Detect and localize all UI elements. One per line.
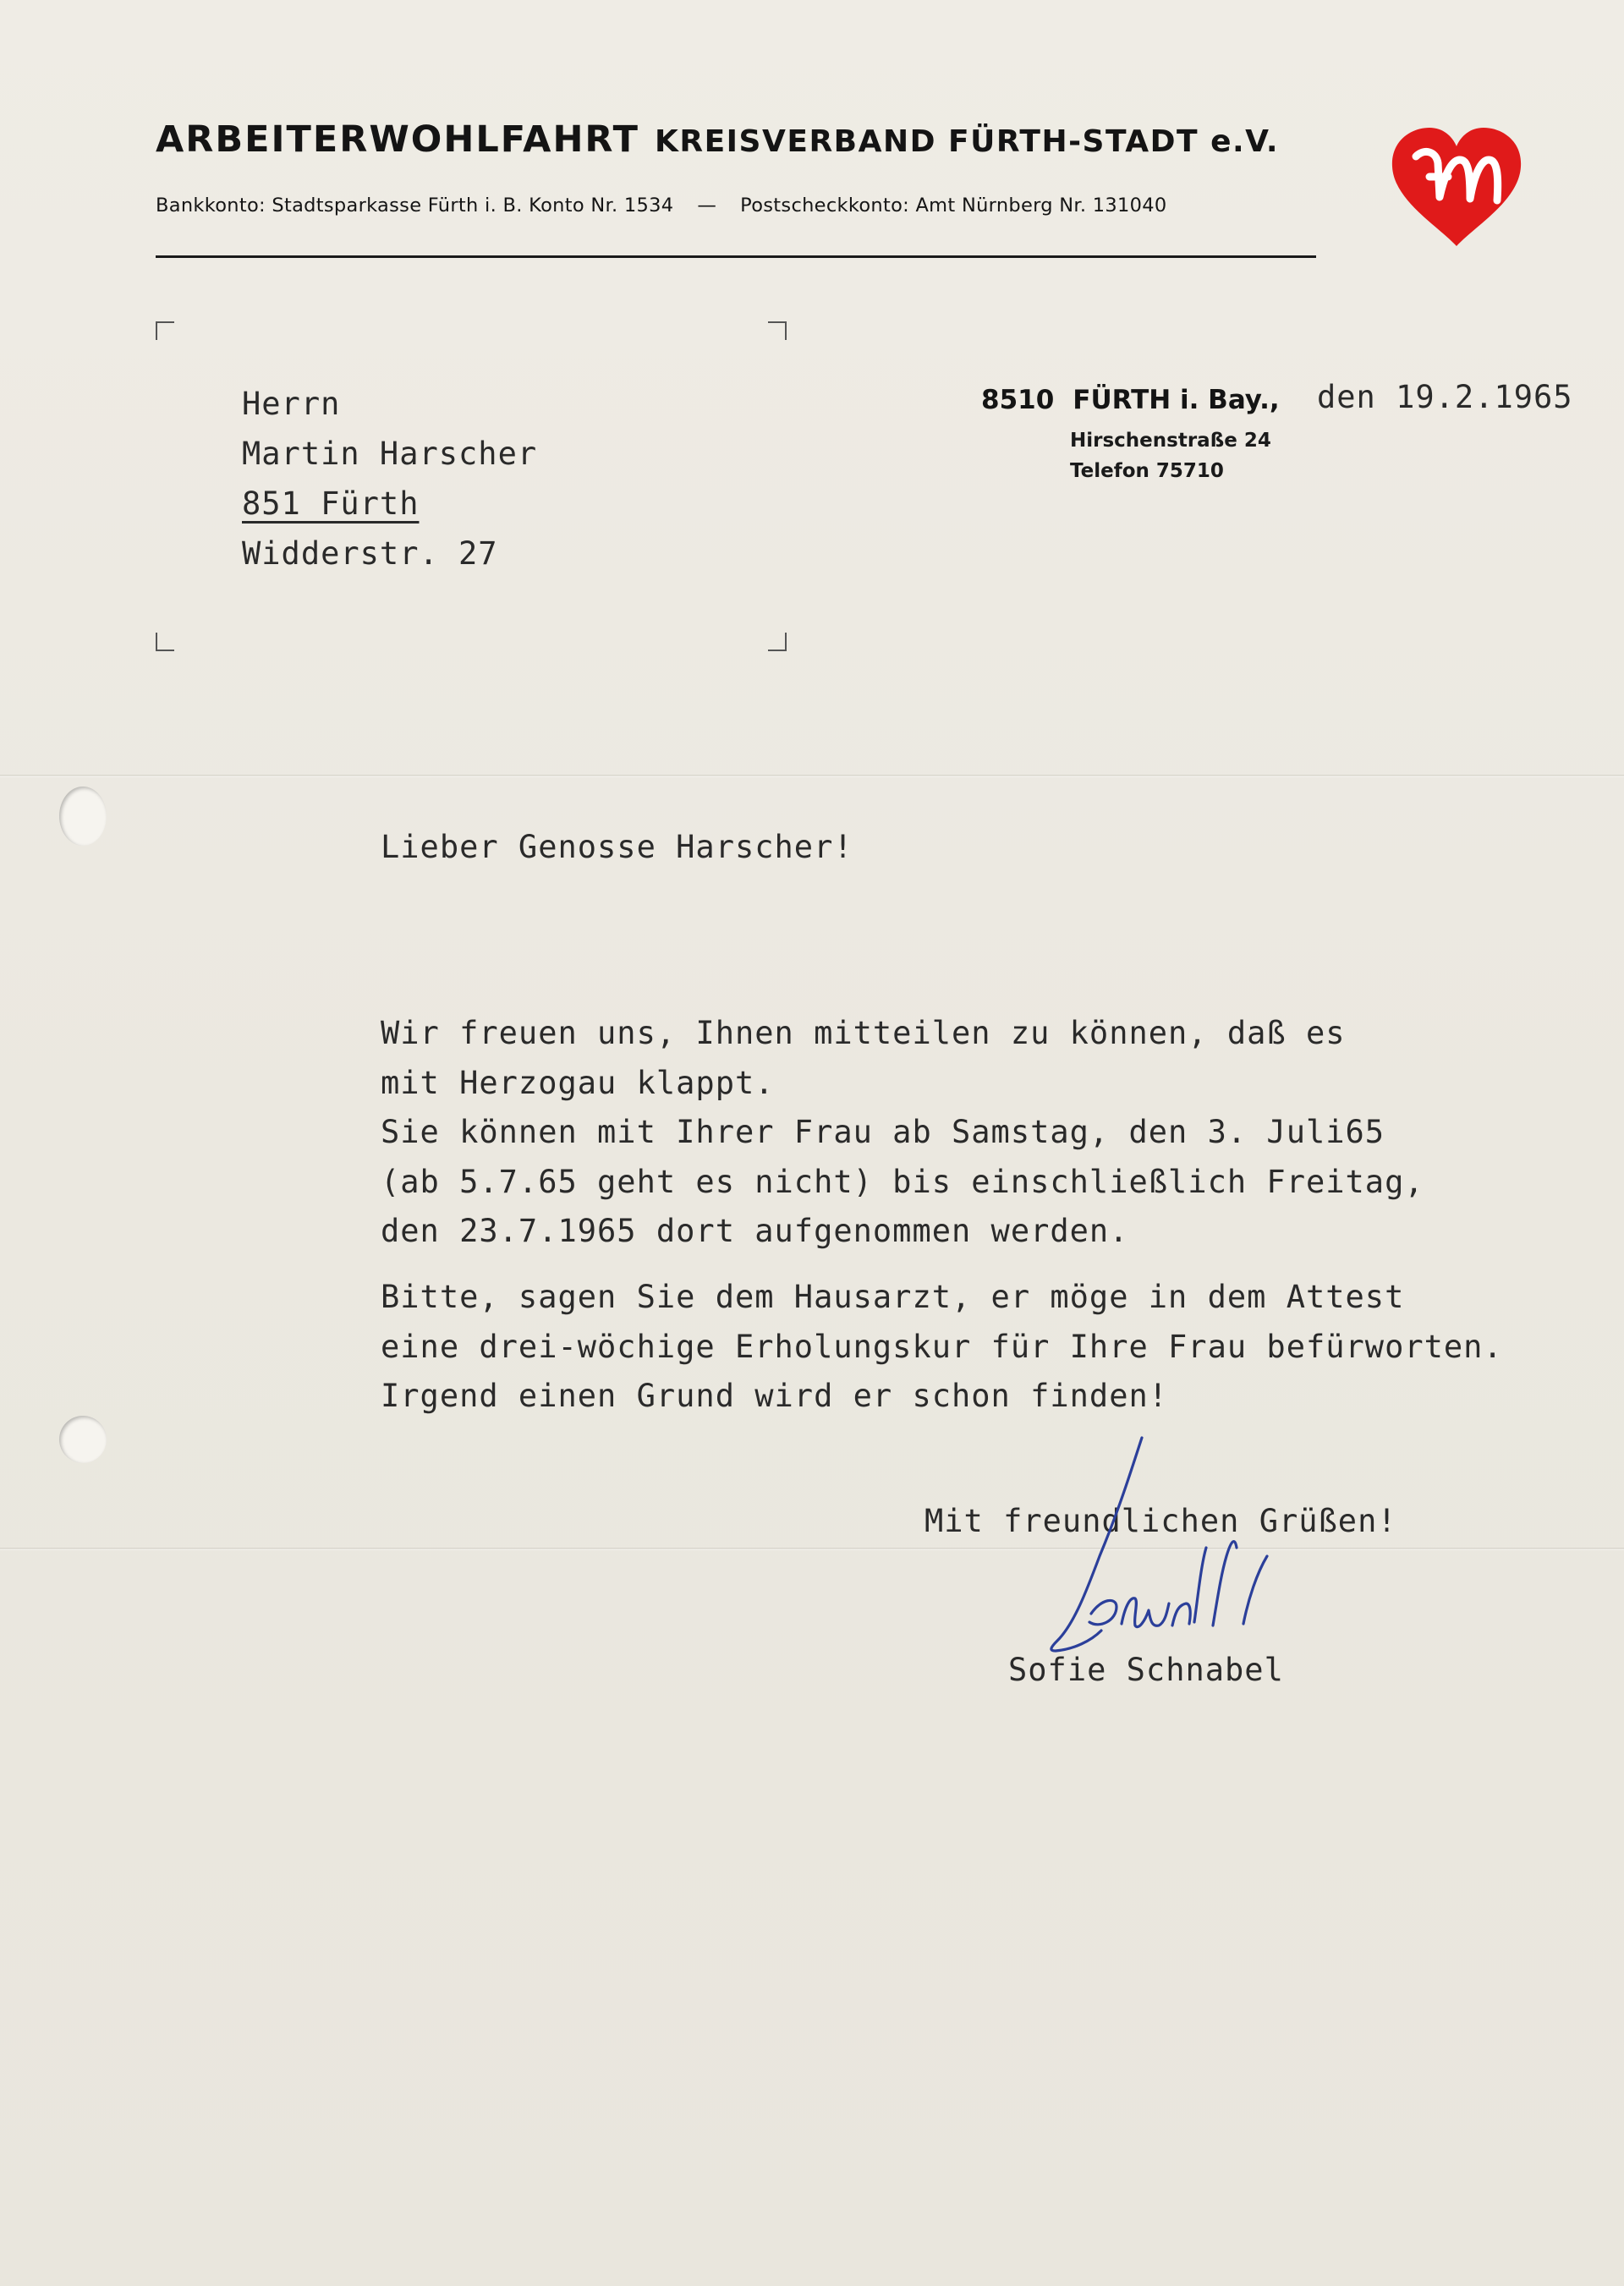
- window-corner-mark: [768, 633, 787, 651]
- window-corner-mark: [768, 321, 787, 340]
- recipient-address: [242, 379, 537, 578]
- letter-line: eine drei-wöchige Erholungskur für Ihre Frau befürworten.: [381, 1328, 1503, 1365]
- letter-line: Sie können mit Ihrer Frau ab Samstag, den 3. Juli65: [381, 1114, 1385, 1150]
- postal-account: Postscheckkonto: Amt Nürnberg Nr. 131040: [740, 195, 1167, 217]
- letter-line: (ab 5.7.65 geht es nicht) bis einschließlich Freitag,: [381, 1163, 1424, 1200]
- sender-phone: Telefon 75710: [1070, 460, 1224, 482]
- organization-subtitle: KREISVERBAND FÜRTH-STADT e.V.: [654, 124, 1280, 159]
- window-corner-mark: [156, 633, 174, 651]
- aw-heart-logo-icon: [1387, 123, 1527, 249]
- letter-date: den 19.2.1965: [1317, 379, 1573, 415]
- sender-place: [981, 385, 1280, 415]
- letter-line: mit Herzogau klappt.: [381, 1064, 775, 1101]
- fold-crease: [0, 775, 1624, 777]
- sender-contact: [1070, 425, 1271, 486]
- letter-salutation: Lieber Genosse Harscher!: [381, 829, 853, 865]
- letter-line: Wir freuen uns, Ihnen mitteilen zu können, daß es: [381, 1015, 1346, 1051]
- recipient-name: Martin Harscher: [242, 436, 538, 472]
- bank-details: [156, 195, 1167, 217]
- organization-name: ARBEITERWOHLFAHRT: [156, 118, 639, 161]
- handwritten-signature: [1040, 1429, 1362, 1683]
- sender-city: FÜRTH i. Bay.,: [1073, 385, 1280, 415]
- letter-paragraph: [381, 1009, 1424, 1257]
- bank-account: Bankkonto: Stadtsparkasse Fürth i. B. Konto Nr. 1534: [156, 195, 674, 217]
- letter-line: Irgend einen Grund wird er schon finden!: [381, 1378, 1169, 1414]
- recipient-street: Widderstr. 27: [242, 535, 498, 572]
- window-corner-mark: [156, 321, 174, 340]
- letterhead-rule: [156, 255, 1316, 258]
- punch-hole: [59, 1416, 107, 1463]
- punch-hole: [59, 787, 107, 846]
- fold-crease: [0, 1548, 1624, 1550]
- letter-line: den 23.7.1965 dort aufgenommen werden.: [381, 1213, 1129, 1249]
- recipient-salutation: Herrn: [242, 386, 341, 422]
- letter-paragraph: [381, 1273, 1503, 1422]
- recipient-city: 851 Fürth: [242, 485, 420, 522]
- letter-closing: Mit freundlichen Grüßen!: [924, 1503, 1397, 1539]
- letterhead-title: [156, 118, 1279, 161]
- letter-line: Bitte, sagen Sie dem Hausarzt, er möge in dem Attest: [381, 1279, 1405, 1315]
- signer-name: Sofie Schnabel: [1008, 1652, 1284, 1688]
- sender-zip: 8510: [981, 385, 1055, 415]
- bank-separator: —: [697, 195, 717, 217]
- sender-street: Hirschenstraße 24: [1070, 430, 1271, 452]
